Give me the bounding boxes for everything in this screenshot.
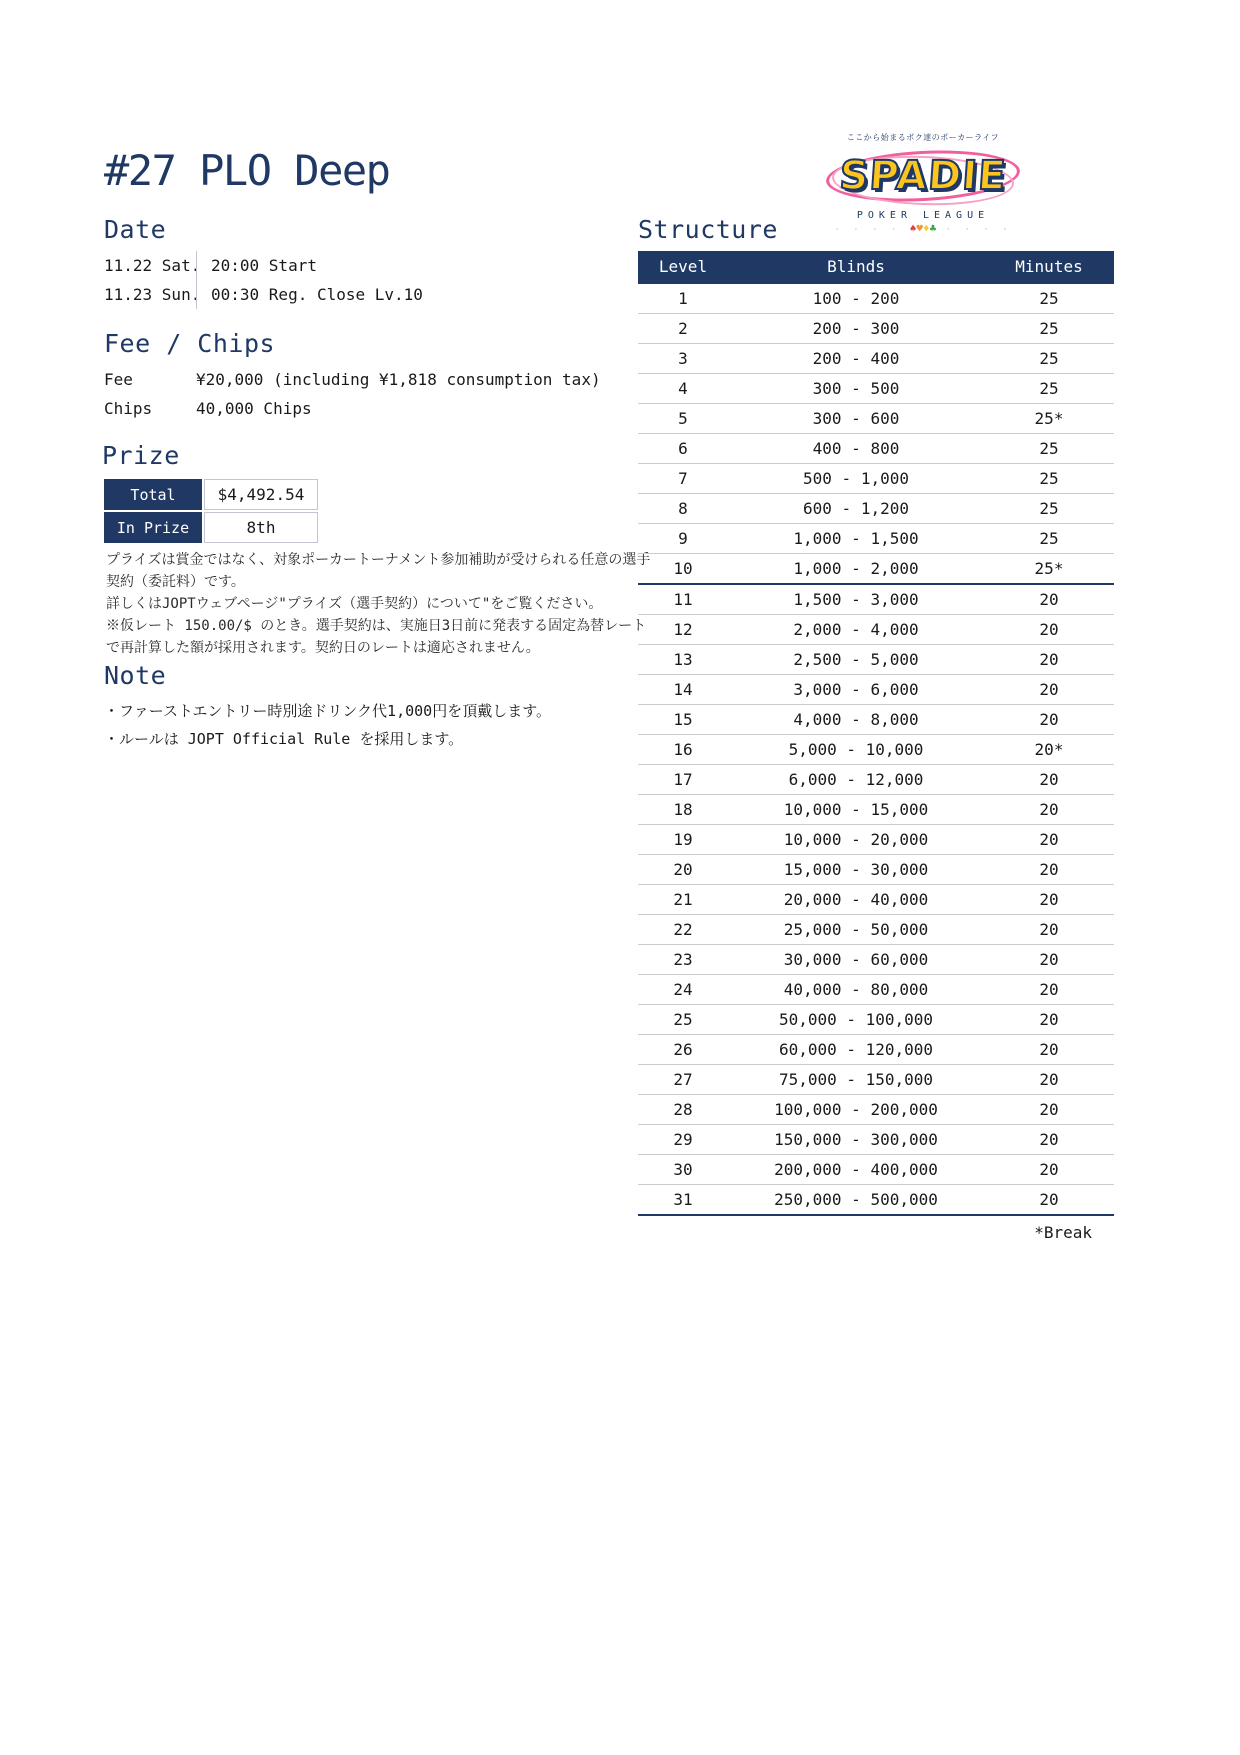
- note-item: ・ルールは JOPT Official Rule を採用します。: [104, 730, 464, 748]
- minutes-cell: 20: [984, 705, 1114, 735]
- minutes-cell: 20: [984, 885, 1114, 915]
- level-cell: 5: [638, 404, 728, 434]
- fee-value: ¥20,000 (including ¥1,818 consumption tax): [196, 370, 601, 389]
- structure-row: [638, 1005, 1114, 1035]
- prize-section: [102, 442, 320, 545]
- date-cell: 11.23 Sun.: [104, 285, 201, 304]
- level-cell: 30: [638, 1155, 728, 1185]
- level-cell: 16: [638, 735, 728, 765]
- structure-row: [638, 1095, 1114, 1125]
- structure-row: [638, 765, 1114, 795]
- note-items: [104, 697, 551, 753]
- structure-header-cell: Blinds: [728, 251, 984, 283]
- structure-table-body: [638, 283, 1114, 1215]
- logo-oval: [834, 144, 1012, 208]
- logo-brand-text: SPADIE: [837, 153, 1009, 199]
- level-cell: 8: [638, 494, 728, 524]
- time-cell: 20:00 Start: [211, 256, 317, 275]
- blinds-cell: 400 - 800: [728, 434, 984, 464]
- fee-rows: [104, 365, 601, 423]
- minutes-cell: 25*: [984, 404, 1114, 434]
- page-title: #27 PLO Deep: [104, 146, 390, 195]
- level-cell: 31: [638, 1185, 728, 1216]
- blinds-cell: 2,500 - 5,000: [728, 645, 984, 675]
- prize-value-cell: 8th: [204, 512, 318, 543]
- structure-row: [638, 975, 1114, 1005]
- level-cell: 19: [638, 825, 728, 855]
- time-cell: 00:30 Reg. Close Lv.10: [211, 285, 423, 304]
- prize-note-line: ※仮レート 150.00/$ のとき。選手契約は、実施日3日前に発表する固定為替レートで再計算した額が採用されます。契約日のレートは適応されません。: [106, 618, 647, 656]
- level-cell: 6: [638, 434, 728, 464]
- date-section: [104, 216, 423, 309]
- minutes-cell: 25: [984, 494, 1114, 524]
- club-icon: ♣: [929, 222, 937, 235]
- blinds-cell: 50,000 - 100,000: [728, 1005, 984, 1035]
- logo-dots-right: · · · ·: [936, 225, 1012, 235]
- blinds-cell: 30,000 - 60,000: [728, 945, 984, 975]
- structure-row: [638, 795, 1114, 825]
- blinds-cell: 2,000 - 4,000: [728, 615, 984, 645]
- blinds-cell: 10,000 - 15,000: [728, 795, 984, 825]
- minutes-cell: 25: [984, 374, 1114, 404]
- blinds-cell: 1,000 - 1,500: [728, 524, 984, 554]
- structure-row: [638, 344, 1114, 374]
- level-cell: 18: [638, 795, 728, 825]
- logo-subtitle: POKER LEAGUE: [856, 210, 990, 221]
- fee-chips-heading: Fee / Chips: [104, 329, 276, 358]
- blinds-cell: 5,000 - 10,000: [728, 735, 984, 765]
- blinds-cell: 75,000 - 150,000: [728, 1065, 984, 1095]
- blinds-cell: 250,000 - 500,000: [728, 1185, 984, 1216]
- fee-value: 40,000 Chips: [196, 399, 312, 418]
- level-cell: 17: [638, 765, 728, 795]
- level-cell: 3: [638, 344, 728, 374]
- structure-table-head: [638, 251, 1114, 283]
- fee-row: [104, 365, 601, 394]
- level-cell: 9: [638, 524, 728, 554]
- minutes-cell: 20: [984, 1125, 1114, 1155]
- note-item: ・ファーストエントリー時別途ドリンク代1,000円を頂戴します。: [104, 702, 552, 720]
- minutes-cell: 25: [984, 344, 1114, 374]
- blinds-cell: 300 - 600: [728, 404, 984, 434]
- structure-table: [638, 251, 1114, 1216]
- level-cell: 22: [638, 915, 728, 945]
- structure-row: [638, 1065, 1114, 1095]
- blinds-cell: 100,000 - 200,000: [728, 1095, 984, 1125]
- level-cell: 27: [638, 1065, 728, 1095]
- prize-row: [104, 512, 318, 543]
- level-cell: 2: [638, 314, 728, 344]
- date-cell: 11.22 Sat.: [104, 256, 201, 275]
- date-col-times: [196, 251, 423, 309]
- prize-label-cell: Total: [104, 479, 202, 510]
- minutes-cell: 25: [984, 314, 1114, 344]
- minutes-cell: 20: [984, 1155, 1114, 1185]
- fee-label: Chips: [104, 399, 153, 418]
- structure-row: [638, 885, 1114, 915]
- structure-row: [638, 1155, 1114, 1185]
- structure-row: [638, 404, 1114, 434]
- prize-heading: Prize: [102, 441, 180, 470]
- minutes-cell: 25: [984, 434, 1114, 464]
- minutes-cell: 20: [984, 1005, 1114, 1035]
- blinds-cell: 60,000 - 120,000: [728, 1035, 984, 1065]
- level-cell: 28: [638, 1095, 728, 1125]
- blinds-cell: 300 - 500: [728, 374, 984, 404]
- structure-row: [638, 675, 1114, 705]
- level-cell: 7: [638, 464, 728, 494]
- structure-row: [638, 554, 1114, 585]
- minutes-cell: 20: [984, 584, 1114, 615]
- level-cell: 10: [638, 554, 728, 585]
- blinds-cell: 1,000 - 2,000: [728, 554, 984, 585]
- structure-row: [638, 915, 1114, 945]
- structure-row: [638, 374, 1114, 404]
- fee-label: Fee: [104, 370, 133, 389]
- structure-row: [638, 825, 1114, 855]
- blinds-cell: 3,000 - 6,000: [728, 675, 984, 705]
- structure-row: [638, 855, 1114, 885]
- minutes-cell: 20: [984, 675, 1114, 705]
- minutes-cell: 20: [984, 1095, 1114, 1125]
- structure-row: [638, 1125, 1114, 1155]
- structure-row: [638, 524, 1114, 554]
- prize-note-line: 詳しくはJOPTウェブページ"プライズ（選手契約）について"をご覧ください。: [106, 596, 603, 612]
- level-cell: 4: [638, 374, 728, 404]
- structure-header-row: [638, 251, 1114, 283]
- level-cell: 13: [638, 645, 728, 675]
- minutes-cell: 20: [984, 615, 1114, 645]
- structure-row: [638, 1035, 1114, 1065]
- blinds-cell: 20,000 - 40,000: [728, 885, 984, 915]
- minutes-cell: 20: [984, 915, 1114, 945]
- minutes-cell: 20: [984, 795, 1114, 825]
- prize-label-cell: In Prize: [104, 512, 202, 543]
- minutes-cell: 20: [984, 645, 1114, 675]
- minutes-cell: 20: [984, 1065, 1114, 1095]
- structure-row: [638, 945, 1114, 975]
- minutes-cell: 25*: [984, 554, 1114, 585]
- level-cell: 14: [638, 675, 728, 705]
- level-cell: 29: [638, 1125, 728, 1155]
- structure-row: [638, 494, 1114, 524]
- structure-row: [638, 283, 1114, 314]
- fee-row: [104, 394, 601, 423]
- structure-header-cell: Level: [638, 251, 728, 283]
- level-cell: 21: [638, 885, 728, 915]
- minutes-cell: 20: [984, 1035, 1114, 1065]
- minutes-cell: 25: [984, 464, 1114, 494]
- minutes-cell: 20: [984, 1185, 1114, 1216]
- blinds-cell: 200 - 300: [728, 314, 984, 344]
- note-heading: Note: [104, 661, 167, 690]
- minutes-cell: 25: [984, 524, 1114, 554]
- minutes-cell: 20: [984, 855, 1114, 885]
- blinds-cell: 1,500 - 3,000: [728, 584, 984, 615]
- minutes-cell: 20: [984, 945, 1114, 975]
- level-cell: 12: [638, 615, 728, 645]
- blinds-cell: 25,000 - 50,000: [728, 915, 984, 945]
- fee-chips-section: [104, 330, 601, 423]
- diamond-icon: ♦: [923, 222, 930, 235]
- blinds-cell: 15,000 - 30,000: [728, 855, 984, 885]
- structure-row: [638, 434, 1114, 464]
- spade-icon: ♠: [909, 222, 917, 235]
- blinds-cell: 40,000 - 80,000: [728, 975, 984, 1005]
- structure-header-cell: Minutes: [984, 251, 1114, 283]
- break-footnote: *Break: [1034, 1223, 1092, 1242]
- structure-row: [638, 645, 1114, 675]
- prize-row: [104, 479, 318, 510]
- date-heading: Date: [104, 215, 167, 244]
- prize-table-body: [104, 479, 318, 543]
- structure-row: [638, 584, 1114, 615]
- blinds-cell: 100 - 200: [728, 283, 984, 314]
- blinds-cell: 6,000 - 12,000: [728, 765, 984, 795]
- heart-icon: ♥: [916, 222, 923, 235]
- logo-tagline: ここから始まるボク達のポーカーライフ: [846, 133, 1000, 142]
- prize-table: [102, 477, 320, 545]
- structure-row: [638, 615, 1114, 645]
- minutes-cell: 20: [984, 825, 1114, 855]
- level-cell: 23: [638, 945, 728, 975]
- level-cell: 11: [638, 584, 728, 615]
- blinds-cell: 4,000 - 8,000: [728, 705, 984, 735]
- prize-notes: [106, 549, 658, 659]
- structure-section: [638, 216, 1114, 1242]
- minutes-cell: 20: [984, 975, 1114, 1005]
- minutes-cell: 20: [984, 765, 1114, 795]
- structure-heading: Structure: [638, 215, 778, 244]
- minutes-cell: 20*: [984, 735, 1114, 765]
- prize-note-line: プライズは賞金ではなく、対象ポーカートーナメント参加補助が受けられる任意の選手契約（委託料）です。: [106, 552, 651, 590]
- structure-row: [638, 314, 1114, 344]
- minutes-cell: 25: [984, 283, 1114, 314]
- note-section: [104, 662, 551, 753]
- level-cell: 1: [638, 283, 728, 314]
- blinds-cell: 10,000 - 20,000: [728, 825, 984, 855]
- level-cell: 20: [638, 855, 728, 885]
- structure-row: [638, 464, 1114, 494]
- logo-dots-left: · · · ·: [834, 225, 910, 235]
- blinds-cell: 150,000 - 300,000: [728, 1125, 984, 1155]
- prize-value-cell: $4,492.54: [204, 479, 318, 510]
- level-cell: 25: [638, 1005, 728, 1035]
- structure-row: [638, 735, 1114, 765]
- structure-row: [638, 1185, 1114, 1216]
- blinds-cell: 200,000 - 400,000: [728, 1155, 984, 1185]
- level-cell: 15: [638, 705, 728, 735]
- date-rows: [104, 251, 423, 309]
- level-cell: 24: [638, 975, 728, 1005]
- blinds-cell: 200 - 400: [728, 344, 984, 374]
- blinds-cell: 500 - 1,000: [728, 464, 984, 494]
- date-col-dates: [104, 251, 201, 309]
- structure-row: [638, 705, 1114, 735]
- level-cell: 26: [638, 1035, 728, 1065]
- blinds-cell: 600 - 1,200: [728, 494, 984, 524]
